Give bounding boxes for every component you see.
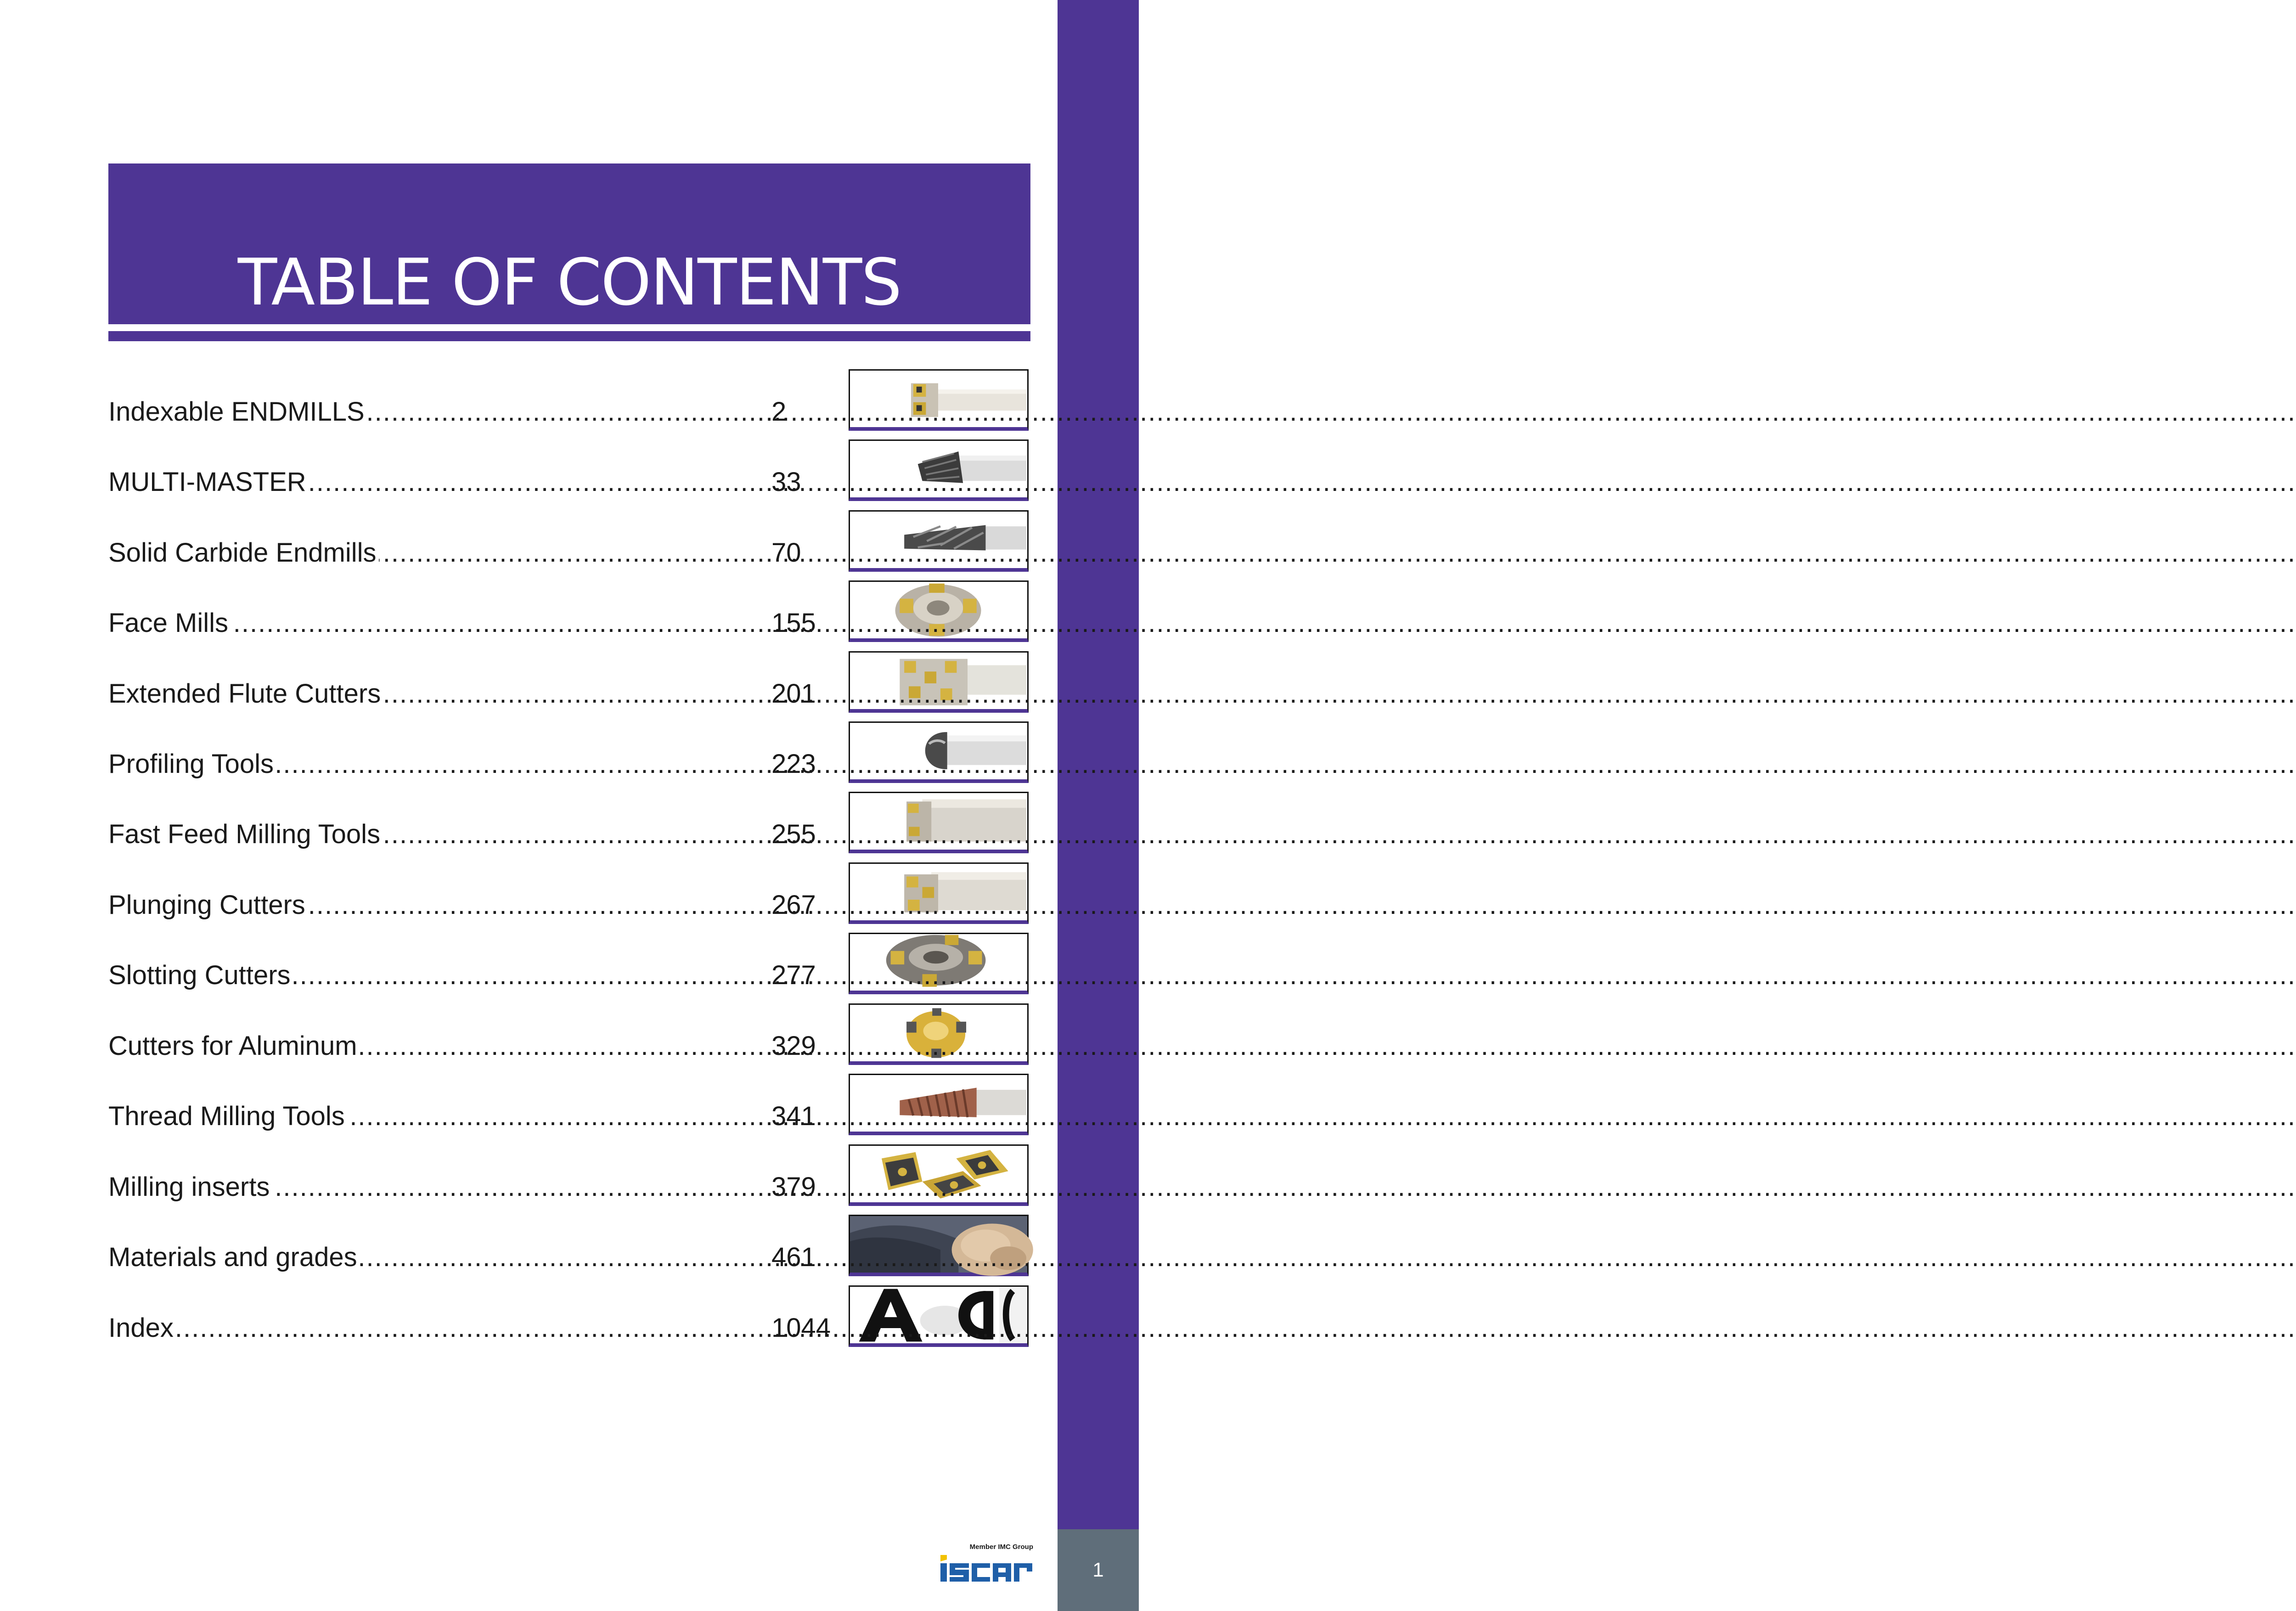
toc-entry-page: 201 (771, 679, 816, 709)
toc-entry-label: Face Mills (108, 608, 231, 638)
toc-entry-page: 155 (771, 608, 816, 638)
title-underline (108, 331, 1030, 341)
page-title: TABLE OF CONTENTS (237, 245, 901, 320)
section-title-vertical: MILLING TOOLS (2133, 44, 2178, 357)
toc-entry[interactable] (108, 931, 1031, 995)
toc-entry-label: Milling inserts (108, 1172, 272, 1202)
toc-entry-label: Plunging Cutters (108, 890, 308, 920)
toc-entry-label: Slotting Cutters (108, 960, 293, 990)
toc-entry-page: 341 (771, 1101, 816, 1131)
toc-entry[interactable] (108, 367, 1031, 432)
toc-entry[interactable] (108, 861, 1031, 925)
toc-entry[interactable] (108, 1213, 1031, 1277)
page-number: 1 (1092, 1559, 1104, 1581)
toc-entry-label: Profiling Tools (108, 749, 276, 779)
toc-entry[interactable] (108, 1002, 1031, 1066)
toc-entry-label: Indexable ENDMILLS (108, 397, 367, 427)
toc-entry-label: Materials and grades (108, 1242, 360, 1272)
toc-entry-page: 379 (771, 1172, 816, 1202)
toc-entry-page: 223 (771, 749, 816, 779)
toc-entry-label: Fast Feed Milling Tools (108, 819, 383, 849)
toc-entry-page: 329 (771, 1031, 816, 1061)
toc-entry[interactable] (108, 1143, 1031, 1207)
logo-tagline: Member IMC Group (969, 1543, 1033, 1551)
toc-entry[interactable] (108, 1072, 1031, 1136)
toc-entry[interactable] (108, 508, 1031, 573)
toc-entry-label: MULTI-MASTER (108, 467, 309, 497)
page-number-box (1058, 1529, 1139, 1611)
toc-entry-page: 277 (771, 960, 816, 990)
toc-entry-page: 255 (771, 819, 816, 849)
toc-entry[interactable] (108, 1284, 1031, 1348)
iscar-wordmark (937, 1555, 1033, 1583)
toc-entry-page: 267 (771, 890, 816, 920)
toc-entry-page: 1044 (771, 1313, 831, 1343)
iscar-logo (937, 1543, 1033, 1585)
title-banner (108, 163, 1030, 324)
toc-entry[interactable] (108, 649, 1031, 714)
toc-entry[interactable] (108, 720, 1031, 784)
toc-entry-label: Thread Milling Tools (108, 1101, 348, 1131)
toc-entry-page: 70 (771, 538, 801, 568)
toc-entry[interactable] (108, 579, 1031, 643)
toc-entry[interactable] (108, 438, 1031, 502)
toc-entry-label: Index (108, 1313, 176, 1343)
toc-entry-label: Extended Flute Cutters (108, 679, 383, 709)
toc-entry-page: 2 (771, 397, 787, 427)
toc-entry-page: 33 (771, 467, 801, 497)
toc-entry-page: 461 (771, 1242, 816, 1272)
toc-entry-label: Cutters for Aluminum (108, 1031, 360, 1061)
toc-entry[interactable] (108, 790, 1031, 854)
toc-entry-label: Solid Carbide Endmills (108, 538, 379, 568)
